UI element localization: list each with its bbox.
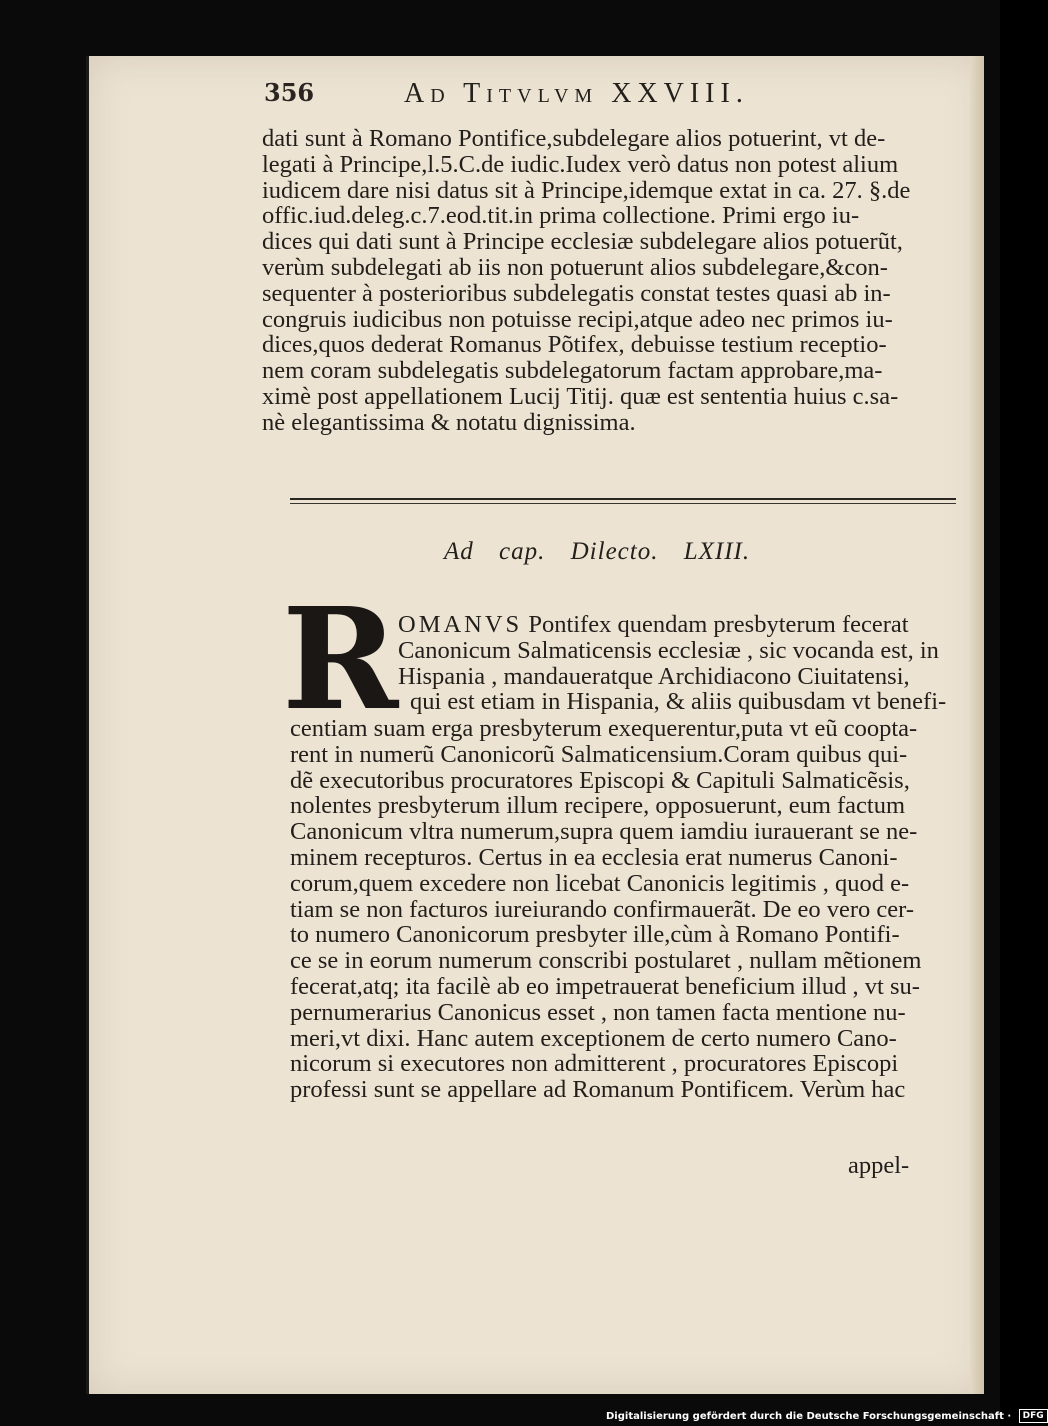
text-line: offic.iud.deleg.c.7.eod.tit.in prima collectione. Primi ergo iu- (262, 202, 860, 230)
text-line: fecerat,atq; ita facilè ab eo impetrauerat beneficium illud , vt su- (290, 972, 920, 1000)
section-rule-thin (290, 503, 956, 504)
text-line: ce se in eorum numerum conscribi postularet , nullam mẽtionem (290, 947, 922, 975)
text-line: qui est etiam in Hispania, & aliis quibusdam vt benefi- (410, 688, 947, 716)
text-line: Hispania , mandaueratque Archidiacono Ciuitatensi, (398, 662, 910, 690)
text-line: minem recepturos. Certus in ea ecclesia erat numerus Canoni- (290, 843, 898, 871)
text-line: congruis iudicibus non potuisse recipi,atque adeo nec primos iu- (262, 305, 893, 333)
main-paragraph-indented (398, 612, 946, 715)
digitization-credit (606, 1408, 1048, 1426)
text-line: tiam se non facturos iureiurando confirmauerãt. De eo vero cer- (290, 895, 914, 923)
page-edge (970, 56, 984, 1394)
section-rule (290, 498, 956, 500)
text-line: nè elegantissima & notatu dignissima. (262, 408, 636, 436)
text-line: dices,quos dederat Romanus Põtifex, debuisse testium receptio- (262, 331, 887, 359)
text-line: nem coram subdelegatis subdelegatorum factam approbare,ma- (262, 357, 883, 385)
text-line: Canonicum Salmaticensis ecclesiæ , sic vocanda est, in (398, 636, 939, 664)
text-line: dices qui dati sunt à Principe ecclesiæ subdelegare alios potuerũt, (262, 228, 903, 256)
text-line: dati sunt à Romano Pontifice,subdelegare alios potuerint, vt de- (262, 125, 886, 152)
text-line (398, 612, 946, 638)
text-line: pernumerarius Canonicus esset , non tamen facta mentione nu- (290, 998, 906, 1026)
main-paragraph (290, 716, 921, 1103)
text-line-rest: Pontifex quendam presbyterum fecerat (522, 611, 909, 638)
text-line: Canonicum vltra numerum,supra quem iamdiu iurauerant se ne- (290, 818, 918, 846)
running-head: Ad Titvlvm XXVIII. (404, 78, 749, 109)
text-line: rent in numerũ Canonicorũ Salmaticensium.Coram quibus qui- (290, 740, 908, 768)
first-word-rest: OMANVS (398, 611, 523, 638)
page-number: 356 (264, 78, 315, 107)
text-line: nolentes presbyterum illum recipere, opposuerunt, eum factum (290, 792, 906, 820)
text-line: dẽ executoribus procuratores Episcopi & Capituli Salmaticẽsis, (290, 766, 910, 794)
dropcap-letter: R (282, 578, 399, 742)
text-line: nicorum si executores non admitterent , procuratores Episcopi (290, 1050, 899, 1078)
page-header (264, 78, 964, 118)
top-paragraph (262, 126, 962, 436)
dfg-logo: DFG (1019, 1409, 1048, 1423)
text-line: legati à Principe,l.5.C.de iudic.Iudex verò datus non potest alium (262, 150, 899, 178)
text-line: sequenter à posterioribus subdelegatis constat testes quasi ab in- (262, 279, 891, 307)
text-line: professi sunt se appellare ad Romanum Pontificem. Verùm hac (290, 1076, 906, 1104)
text-line: iudicem dare nisi datus sit à Principe,idemque extat in ca. 27. §.de (262, 176, 911, 204)
section-heading: Ad cap. Dilecto. LXIII. (444, 538, 751, 565)
text-line: corum,quem excedere non licebat Canonicis legitimis , quod e- (290, 869, 910, 897)
text-line: verùm subdelegati ab iis non potuerunt alios subdelegare,&con- (262, 253, 888, 281)
catchword: appel- (848, 1152, 910, 1179)
text-line: to numero Canonicorum presbyter ille,cùm à Romano Pontifi- (290, 921, 900, 949)
text-line: meri,vt dixi. Hanc autem exceptionem de certo numero Cano- (290, 1024, 897, 1052)
text-line: ximè post appellationem Lucij Titij. quæ est sententia huius c.sa- (262, 382, 899, 410)
credit-text: Digitalisierung gefördert durch die Deutsche Forschungsgemeinschaft · (606, 1411, 1012, 1422)
text-line: centiam suam erga presbyterum exequerentur,puta vt eũ coopta- (290, 715, 918, 742)
